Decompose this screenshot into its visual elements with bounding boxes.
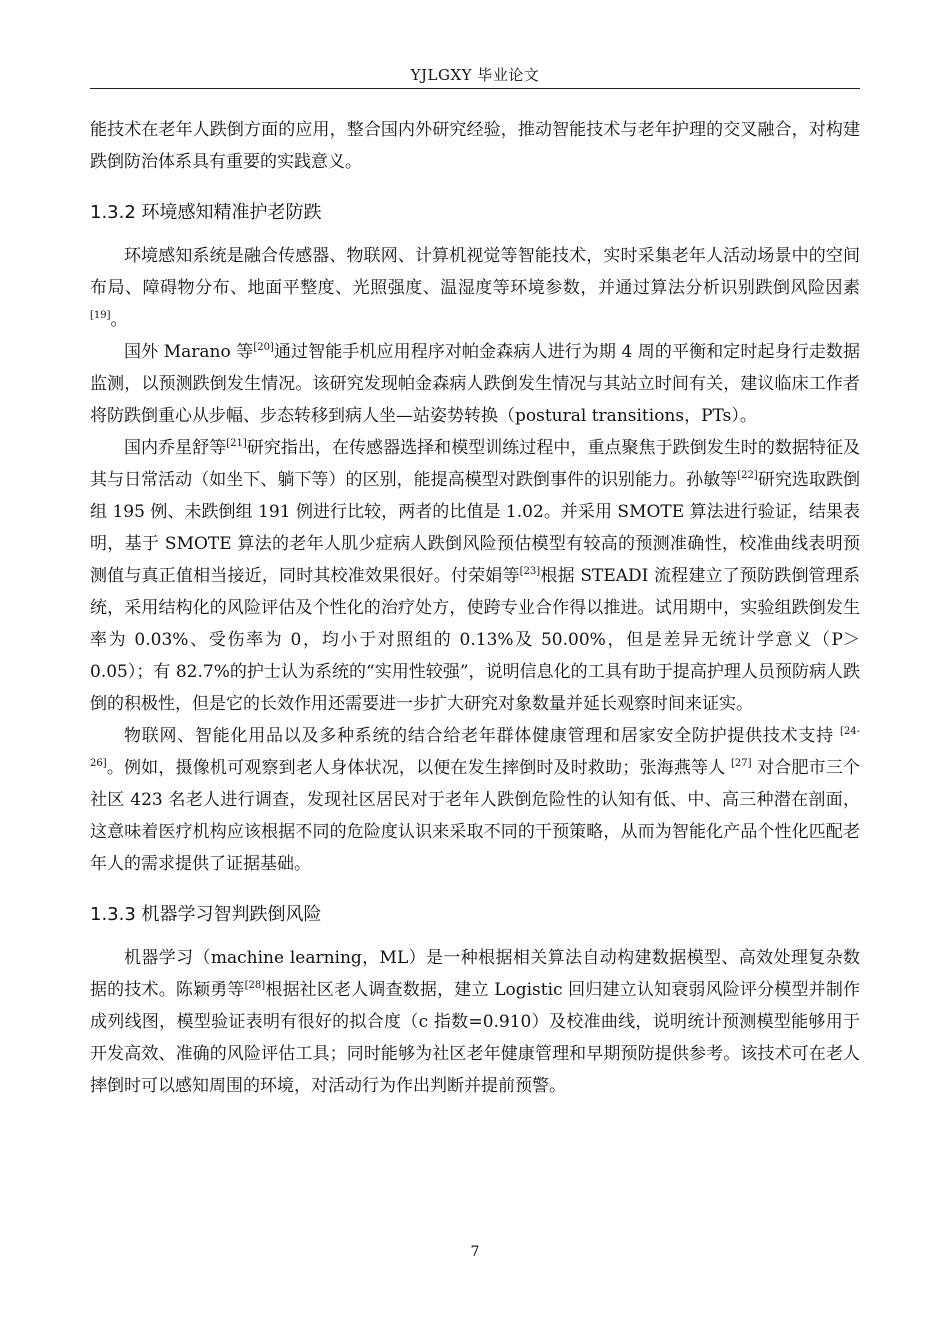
section-heading-1-3-3: 1.3.3 机器学习智判跌倒风险	[90, 904, 322, 925]
citation-21: [21]	[226, 438, 247, 449]
citation-23: [23]	[519, 566, 541, 577]
page-header: YJLGXY 毕业论文	[410, 66, 540, 84]
text-span: 根据社区老人调查数据，建立 Logistic 回归建立认知衰弱风险评分模型并制作成列线图，模型验证表明有很好的拟合度（c 指数=0.910）及校准曲线，说明统计预测模型能够用于开发高效、准确的风险评估工具；同时能够为社区老年健康管理和早期预防提供参考。该技术可在老人摔倒时可以感知周围的环境，对活动行为作出判断并提前预警。	[90, 980, 860, 1096]
page-number: 7	[470, 1244, 480, 1260]
paragraph-continuation: 能技术在老年人跌倒方面的应用，整合国内外研究经验，推动智能技术与老年护理的交叉融合，对构建跌倒防治体系具有重要的实践意义。	[90, 120, 860, 172]
text-span: 研究选取跌倒组 195 例、未跌倒组 191 例进行比较，两者的比值是 1.02。并采用 SMOTE 算法进行验证，结果表明，基于 SMOTE 算法的老年人肌少症病人跌倒风险预估模型有较高的预测准确性，校准曲线表明预测值与真正值相当接近，同时其校准效果很好。付荣娟等	[90, 470, 861, 586]
text-span: 国内乔星舒等	[124, 438, 227, 458]
header-rule	[90, 88, 860, 89]
paragraph-domestic-research	[90, 432, 860, 720]
citation-24-26: [24-26]	[90, 726, 860, 769]
text-span: 对合肥市三个社区 423 名老人进行调查，发现社区居民对于老年人跌倒危险性的认知有低、中、高三种潜在剖面，这意味着医疗机构应该根据不同的危险度认识来采取不同的干预策略，从而为智能化产品个性化匹配老年人的需求提供了证据基础。	[90, 758, 860, 874]
paragraph-marano	[90, 336, 860, 432]
text-span: 物联网、智能化用品以及多种系统的结合给老年群体健康管理和居家安全防护提供技术支持	[124, 726, 840, 746]
text-span: 根据 STEADI 流程建立了预防跌倒管理系统，采用结构化的风险评估及个性化的治疗处方，使跨专业合作得以推进。试用期中，实验组跌倒发生率为 0.03%、受伤率为 0，均小于对照组的 0.13%及 50.00%，但是差异无统计学意义（P＞0.05）；有 82.7%的护士认为系统的“实用性较强”，说明信息化的工具有助于提高护理人员预防病人跌倒的积极性，但是它的长效作用还需要进一步扩大研究对象数量并延长观察时间来证实。	[90, 566, 861, 714]
citation-28: [28]	[244, 980, 266, 991]
paragraph-machine-learning	[90, 942, 860, 1102]
text-span: 。	[110, 310, 128, 330]
text-span: 国外 Marano 等	[124, 342, 254, 362]
text-span: 研究指出，在传感器选择和模型训练过程中，重点聚焦于跌倒发生时的数据特征及其与日常活动（如坐下、躺下等）的区别，能提高模型对跌倒事件的识别能力。孙敏等	[90, 438, 861, 490]
paragraph-iot	[90, 720, 860, 880]
section-heading-1-3-2: 1.3.2 环境感知精准护老防跌	[90, 202, 322, 223]
citation-20: [20]	[253, 342, 274, 353]
text-span: 。例如，摄像机可观察到老人身体状况，以便在发生摔倒时及时救助；张海燕等人	[106, 758, 731, 778]
text-span: 通过智能手机应用程序对帕金森病人进行为期 4 周的平衡和定时起身行走数据监测，以预测跌倒发生情况。该研究发现帕金森病人跌倒发生情况与其站立时间有关，建议临床工作者将防跌倒重心从步幅、步态转移到病人坐—站姿势转换（postural transitions，PTs）。	[90, 342, 861, 426]
paragraph-environment-sensing	[90, 240, 860, 336]
text-span: 机器学习（machine learning，ML）是一种根据相关算法自动构建数据模型、高效处理复杂数据的技术。陈颖勇等	[90, 948, 860, 1000]
citation-22: [22]	[737, 470, 758, 481]
citation-19: [19]	[90, 310, 111, 321]
citation-27: [27]	[730, 758, 752, 769]
text-span: 环境感知系统是融合传感器、物联网、计算机视觉等智能技术，实时采集老年人活动场景中的空间布局、障碍物分布、地面平整度、光照强度、温湿度等环境参数，并通过算法分析识别跌倒风险因素	[90, 246, 860, 298]
main-content	[90, 114, 860, 1102]
